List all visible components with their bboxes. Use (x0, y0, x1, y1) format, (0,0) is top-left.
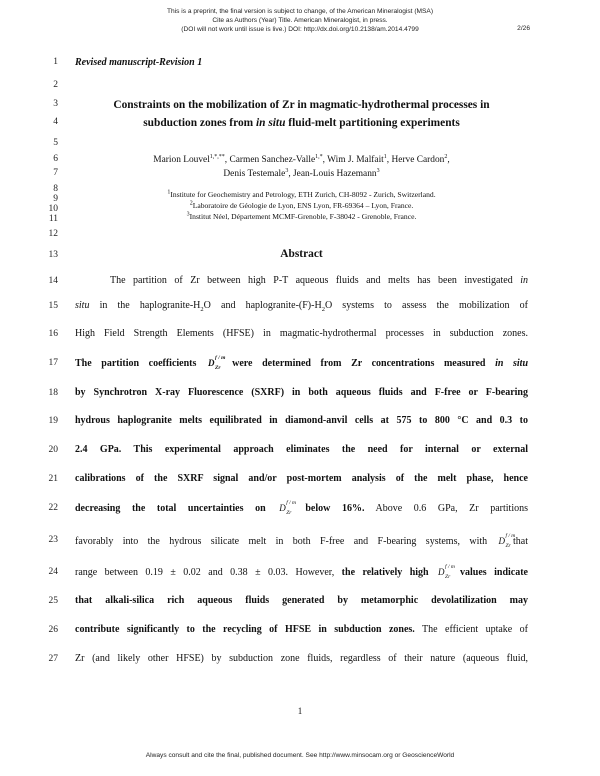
partition-coefficient-symbol (497, 535, 514, 547)
author: , Carmen Sanchez-Valle (224, 155, 316, 165)
title-line-2 (75, 116, 528, 130)
line-number: 21 (48, 474, 58, 484)
symbol-sup: f / m (445, 564, 455, 570)
text: below 16%. (293, 503, 365, 514)
text: O systems to assess the mobilization of (324, 300, 528, 311)
abstract-line-17 (75, 357, 528, 370)
line-number: 7 (53, 168, 58, 178)
symbol-d: D (208, 358, 215, 368)
line-number: 2 (53, 80, 58, 90)
abstract-line-26 (75, 624, 528, 636)
authors-line-1 (75, 154, 528, 166)
line-number: 10 (48, 204, 58, 214)
affil-text: Institute for Geochemistry and Petrology, ETH Zurich, CH-8092 - Zurich, Switzerland. (170, 190, 436, 199)
line-number: 18 (48, 388, 58, 398)
symbol-sup: f / m (215, 355, 226, 361)
symbol-sub: Zr (215, 365, 221, 371)
line-number: 5 (53, 138, 58, 148)
line-number: 14 (48, 276, 58, 286)
text: The partition coefficients (75, 358, 207, 369)
subscript: 2 (200, 306, 204, 313)
text: favorably into the hydrous silicate melt in both F-free and F-bearing systems, with (75, 536, 497, 547)
preprint-notice: This is a preprint, the final version is subject to change, of the American Mineralogist (MSA) (166, 8, 434, 15)
text: The efficient uptake of (414, 624, 528, 635)
text-italic: in (520, 275, 528, 286)
author-affil: 3 (376, 167, 380, 174)
symbol-sub: Zr (505, 543, 511, 549)
line-number: 19 (48, 416, 58, 426)
line-number: 8 (53, 184, 58, 194)
affiliation-3 (75, 211, 528, 223)
text: Above 0.6 GPa, Zr partitions (364, 503, 528, 514)
abstract-line-24 (75, 566, 528, 579)
abstract-line-20: 2.4 GPa. This experimental approach eliminates the need for internal or external (75, 444, 528, 455)
line-number: 12 (48, 229, 58, 239)
abstract-line-23 (75, 535, 528, 548)
affil-text: Institut Néel, Département MCMF-Grenoble, F-38042 - Grenoble, France. (189, 212, 417, 221)
author-affil: 1 (383, 153, 387, 160)
symbol-d: D (279, 503, 286, 513)
page-label: 2/26 (517, 25, 530, 32)
line-number: 23 (48, 535, 58, 545)
symbol-sub: Zr (445, 574, 451, 580)
title-italic: in situ (255, 117, 286, 129)
abstract-line-15 (75, 300, 528, 312)
title-text: subduction zones from (143, 117, 256, 129)
symbol-d: D (498, 536, 505, 546)
authors-line-2 (75, 168, 528, 180)
line-number: 13 (48, 250, 58, 260)
line-number: 3 (53, 99, 58, 109)
line-number: 20 (48, 445, 58, 455)
manuscript-label: Revised manuscript-Revision 1 (75, 57, 203, 68)
author: , Wim J. Malfait (322, 155, 384, 165)
line-number: 1 (53, 57, 58, 67)
line-number: 6 (53, 154, 58, 164)
text-italic: in situ (495, 358, 529, 369)
author-affil: 2 (444, 153, 448, 160)
text: values indicate (452, 567, 528, 578)
text: range between 0.19 ± 0.02 and 0.38 ± 0.03. However, (75, 567, 342, 578)
author: , Jean-Louis Hazemann (288, 169, 377, 179)
text: that (513, 536, 528, 547)
abstract-line-21: calibrations of the SXRF signal and/or post-mortem analysis of the melt phase, hence (75, 473, 528, 484)
abstract-line-14 (75, 275, 528, 287)
line-number: 26 (48, 625, 58, 635)
line-number: 4 (53, 117, 58, 127)
symbol-sup: f / m (286, 500, 297, 506)
line-number: 25 (48, 596, 58, 606)
text: in the haplogranite-H (89, 300, 201, 311)
subscript: 2 (321, 306, 325, 313)
author-affil: 1,*,** (209, 153, 225, 160)
text: O and haplogranite-(F)-H (203, 300, 322, 311)
doi-note: (DOI will not work until issue is live.) DOI: http://dx.doi.org/10.2138/am.2014.4799 (181, 26, 419, 33)
partition-coefficient-symbol (436, 566, 453, 578)
author: Denis Testemale (223, 169, 286, 179)
line-number: 9 (53, 194, 58, 204)
affil-sup: 3 (186, 211, 190, 218)
page-number: 1 (297, 706, 303, 716)
author-sep: , (447, 155, 450, 165)
text: the relatively high (341, 567, 437, 578)
author: Marion Louvel (153, 155, 210, 165)
affil-sup: 1 (167, 189, 171, 196)
text: decreasing the total uncertainties on (75, 503, 278, 514)
title-line-1: Constraints on the mobilization of Zr in magmatic-hydrothermal processes in (113, 99, 490, 111)
abstract-line-18: by Synchrotron X-ray Fluorescence (SXRF) in both aqueous fluids and F-free or F-bearing (75, 387, 528, 398)
author: , Herve Cardon (386, 155, 445, 165)
abstract-line-22 (75, 502, 528, 515)
line-number: 24 (48, 567, 58, 577)
partition-coefficient-symbol (277, 500, 297, 516)
author-affil: 1,* (315, 153, 323, 160)
line-number: 11 (48, 214, 58, 224)
line-number: 16 (48, 329, 58, 339)
abstract-line-16: High Field Strength Elements (HFSE) in magmatic-hydrothermal processes in subduction zones. (75, 328, 528, 339)
abstract-heading: Abstract (280, 248, 323, 260)
symbol-sub: Zr (286, 510, 292, 516)
affil-sup: 2 (189, 200, 193, 207)
abstract-line-27: Zr (and likely other HFSE) by subduction zone fluids, regardless of their nature (aqueous fluid, (75, 653, 528, 664)
line-number: 22 (48, 503, 58, 513)
author-affil: 3 (285, 167, 289, 174)
text: were determined from Zr concentrations measured (222, 358, 496, 369)
line-number: 15 (48, 301, 58, 311)
line-number: 27 (48, 654, 58, 664)
text: The partition of Zr between high P-T aqueous fluids and melts has been investigated (110, 275, 521, 286)
citation-note: Cite as Authors (Year) Title. American Mineralogist, in press. (212, 17, 388, 24)
abstract-line-19: hydrous haplogranite melts equilibrated in diamond-anvil cells at 575 to 800 °C and 0.3 to (75, 415, 528, 426)
symbol-sup: f / m (505, 533, 516, 539)
text-italic: situ (75, 300, 90, 311)
footer-note: Always consult and cite the final, published document. See http://www.minsocam.org or GeoscienceWorld (145, 752, 455, 759)
title-text: fluid-melt partitioning experiments (285, 117, 460, 129)
partition-coefficient-symbol (206, 355, 226, 371)
abstract-line-25: that alkali-silica rich aqueous fluids generated by metamorphic devolatilization may (75, 595, 528, 606)
symbol-d: D (438, 567, 445, 577)
line-number: 17 (48, 358, 58, 368)
affil-text: Laboratoire de Géologie de Lyon, ENS Lyon, FR-69364 – Lyon, France. (192, 201, 414, 210)
text: contribute significantly to the recycling of HFSE in subduction zones. (75, 624, 415, 635)
